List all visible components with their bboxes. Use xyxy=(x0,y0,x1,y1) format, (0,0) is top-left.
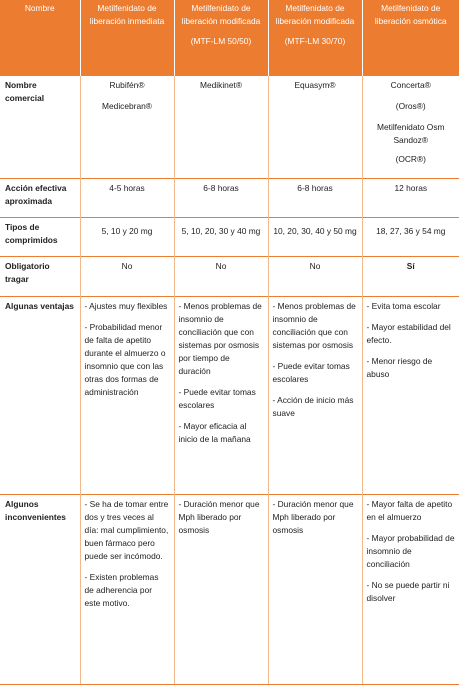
header-liberacion-modificada-50-50: Metilfenidato de liberación modificada (MTF-LM 50/50) xyxy=(174,0,268,75)
row-nombre-comercial xyxy=(0,75,459,178)
list-item: - Menos problemas de insomnio de conciliación que con sistemas por osmosis por tiempo de duración xyxy=(178,300,262,376)
cell-obligatorio-30-70: No xyxy=(268,256,362,296)
row-label: Tipos de comprimidos xyxy=(0,217,80,256)
header-nombre: Nombre xyxy=(0,0,80,75)
header-row xyxy=(0,0,459,75)
cell-inconvenientes-30-70 xyxy=(268,494,362,684)
header-sub-30-70: (MTF-LM 30/70) xyxy=(284,36,346,47)
cell-accion-50-50: 6-8 horas xyxy=(174,178,268,217)
list-item: - Duración menor que Mph liberado por osmosis xyxy=(272,498,354,535)
cell-accion-30-70: 6-8 horas xyxy=(268,178,362,217)
cell-nombre-30-70: Equasym® xyxy=(268,75,362,178)
header-liberacion-osmotica: Metilfenidato de liberación osmótica xyxy=(362,0,459,75)
list-item: - Mayor eficacia al inicio de la mañana xyxy=(178,420,251,444)
list-item: - Puede evitar tomas escolares xyxy=(272,360,350,384)
cell-ventajas-50-50 xyxy=(174,296,268,494)
list-item: - Puede evitar tomas escolares xyxy=(178,386,256,410)
header-liberacion-modificada-30-70: Metilfenidato de liberación modificada (MTF-LM 30/70) xyxy=(268,0,362,75)
row-accion-efectiva xyxy=(0,178,459,217)
list-item: - Probabilidad menor de falta de apetito durante el almuerzo o insomnio que con las otras dos formas de administración xyxy=(84,321,166,397)
row-label: Algunos inconvenientes xyxy=(0,494,80,684)
cell-ventajas-30-70 xyxy=(268,296,362,494)
list-item: - Duración menor que Mph liberado por osmosis xyxy=(178,498,260,535)
cell-accion-inmediata: 4-5 horas xyxy=(80,178,174,217)
cell-ventajas-inmediata xyxy=(80,296,174,494)
list-item: - Menos problemas de insomnio de conciliación que con sistemas por osmosis xyxy=(272,300,356,350)
cell-nombre-osmotica: Concerta® (Oros®) Metilfenidato Osm Sandoz® (OCR®) xyxy=(362,75,459,178)
cell-obligatorio-50-50: No xyxy=(174,256,268,296)
cell-nombre-inmediata: Rubifén® Medicebran® xyxy=(80,75,174,178)
header-sub-50-50: (MTF-LM 50/50) xyxy=(190,36,252,47)
row-label: Acción efectiva aproximada xyxy=(0,178,80,217)
row-label: Nombre comercial xyxy=(0,75,80,178)
cell-ventajas-osmotica xyxy=(362,296,459,494)
list-item: - Existen problemas de adherencia por este motivo. xyxy=(84,571,159,608)
cell-accion-osmotica: 12 horas xyxy=(362,178,459,217)
list-item: - No se puede partir ni disolver xyxy=(366,579,450,603)
list-item: - Mayor falta de apetito en el almuerzo xyxy=(366,498,453,522)
list-item: - Acción de inicio más suave xyxy=(272,394,354,418)
cell-inconvenientes-inmediata xyxy=(80,494,174,684)
cell-tipos-osmotica: 18, 27, 36 y 54 mg xyxy=(362,217,459,256)
list-item: - Menor riesgo de abuso xyxy=(366,355,433,379)
cell-nombre-50-50: Medikinet® xyxy=(174,75,268,178)
cell-inconvenientes-osmotica xyxy=(362,494,459,684)
list-item: - Mayor estabilidad del efecto. xyxy=(366,321,451,345)
cell-obligatorio-inmediata: No xyxy=(80,256,174,296)
row-tipos-comprimidos xyxy=(0,217,459,256)
row-label: Algunas ventajas xyxy=(0,296,80,494)
row-obligatorio-tragar xyxy=(0,256,459,296)
list-item: - Ajustes muy flexibles xyxy=(84,300,168,311)
row-algunas-ventajas xyxy=(0,296,459,494)
cell-inconvenientes-50-50 xyxy=(174,494,268,684)
cell-tipos-inmediata: 5, 10 y 20 mg xyxy=(80,217,174,256)
row-algunos-inconvenientes xyxy=(0,494,459,684)
cell-obligatorio-osmotica: Sí xyxy=(362,256,459,296)
cell-tipos-50-50: 5, 10, 20, 30 y 40 mg xyxy=(174,217,268,256)
table-header xyxy=(0,0,459,75)
list-item: - Evita toma escolar xyxy=(366,300,441,311)
list-item: - Mayor probabilidad de insomnio de conciliación xyxy=(366,532,455,569)
list-item: - Se ha de tomar entre dos y tres veces al día: mal cumplimiento, buen fármaco pero puede ser incómodo. xyxy=(84,498,169,561)
cell-tipos-30-70: 10, 20, 30, 40 y 50 mg xyxy=(268,217,362,256)
row-label: Obligatorio tragar xyxy=(0,256,80,296)
header-liberacion-inmediata: Metilfenidato de liberación inmediata xyxy=(80,0,174,75)
